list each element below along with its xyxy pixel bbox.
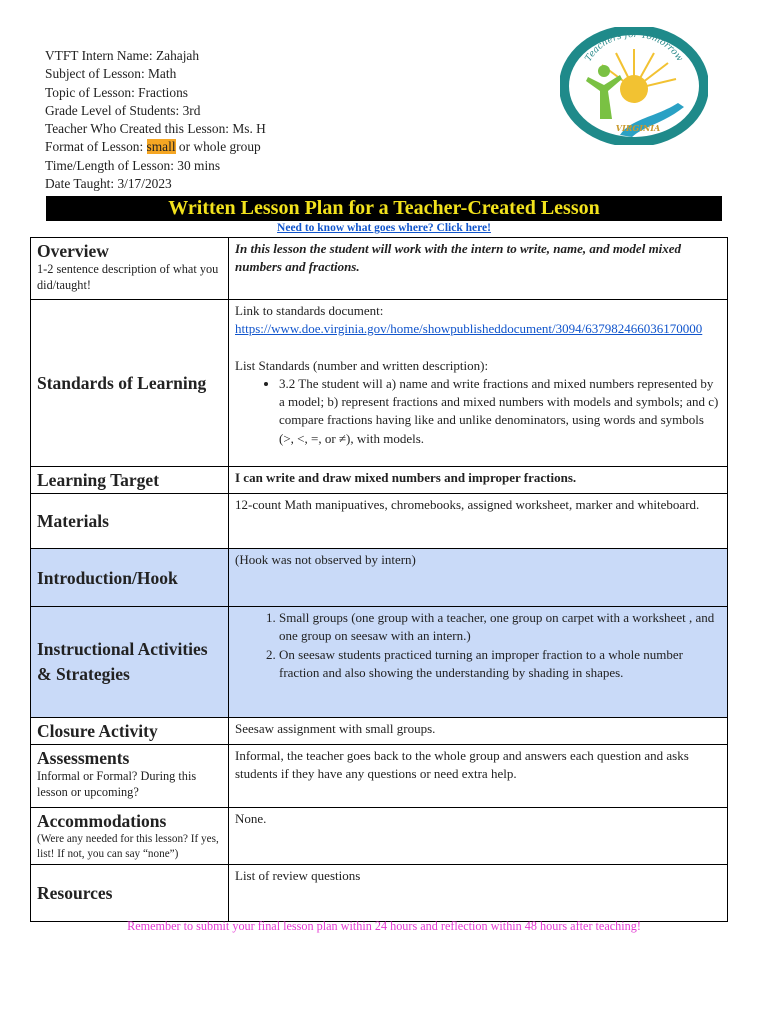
instructional-item: 1. Small groups (one group with a teacher, one group on carpet with a worksheet , and one group on seesaw with an intern.): [279, 609, 721, 646]
page-title: Written Lesson Plan for a Teacher-Created Lesson: [46, 196, 722, 221]
accommodations-heading: Accommodations: [37, 811, 167, 831]
date-taught: Date Taught: 3/17/2023: [45, 176, 172, 192]
assessments-cell: [229, 745, 728, 808]
lesson-format: [45, 138, 266, 156]
target-header-cell: [31, 467, 229, 494]
closure-content: Seesaw assignment with small groups.: [235, 721, 436, 736]
standards-list: [235, 375, 721, 448]
overview-heading: Overview: [37, 241, 109, 261]
lesson-length: Time/Length of Lesson: 30 mins: [45, 157, 221, 173]
standards-link[interactable]: https://www.doe.virginia.gov/home/showpublisheddocument/3094/637982466036170000: [235, 321, 703, 337]
accommodations-subtext: (Were any needed for this lesson? If yes, list! If not, you can say “none”): [37, 833, 219, 860]
target-cell: [229, 467, 728, 494]
materials-cell: [229, 494, 728, 549]
row-materials: [31, 494, 728, 549]
assessments-subtext: Informal or Formal? During this lesson or upcoming?: [37, 769, 197, 799]
target-content: I can write and draw mixed numbers and improper fractions.: [235, 470, 577, 485]
standards-header-cell: [31, 300, 229, 467]
standards-link-label: Link to standards document:: [235, 303, 384, 318]
standard-item: • 3.2 The student will a) name and write fractions and mixed numbers represented by a model; b) represent fractions and mixed numbers with models and symbols; and c) compare fractions having like and unlike denominators, using words and symbols (>, <, =, or ≠), with models.: [279, 375, 721, 448]
closure-heading: Closure Activity: [37, 721, 158, 741]
resources-heading: Resources: [37, 883, 113, 903]
subject: Subject of Lesson: Math: [45, 66, 177, 82]
intro-heading: Introduction/Hook: [37, 567, 178, 588]
logo-arc-text: Teachers for Tomorrow: [583, 29, 685, 64]
help-link[interactable]: Need to know what goes where? Click here!: [277, 222, 491, 234]
submission-reminder: Remember to submit your final lesson plan within 24 hours and reflection within 48 hours after teaching!: [127, 919, 641, 933]
instructional-list: [235, 609, 721, 682]
teachers-for-tomorrow-logo: [560, 27, 708, 145]
lesson-plan-table: [30, 237, 728, 922]
topic: Topic of Lesson: Fractions: [45, 84, 188, 100]
overview-content: In this lesson the student will work with the intern to write, name, and model mixed numbers and fractions.: [235, 241, 682, 275]
row-accommodations: [31, 808, 728, 865]
instructional-item: 2. On seesaw students practiced turning an improper fraction to a whole number fraction and also showing the understanding by shading in shapes.: [279, 646, 721, 683]
row-instructional: [31, 607, 728, 718]
overview-subtext: 1-2 sentence description of what you did/taught!: [37, 262, 219, 292]
standards-cell: [229, 300, 728, 467]
row-closure: [31, 718, 728, 745]
assessments-header-cell: [31, 745, 229, 808]
intro-content: (Hook was not observed by intern): [235, 552, 416, 567]
row-learning-target: [31, 467, 728, 494]
resources-content: List of review questions: [235, 868, 361, 883]
overview-header-cell: [31, 238, 229, 300]
materials-content: 12-count Math manipuatives, chromebooks, assigned worksheet, marker and whiteboard.: [235, 497, 700, 512]
standards-heading: Standards of Learning: [37, 373, 207, 393]
resources-cell: [229, 865, 728, 922]
lesson-info: [45, 47, 266, 193]
format-suffix: or whole group: [175, 139, 261, 155]
assessments-content: Informal, the teacher goes back to the whole group and answers each question and asks students if they have any questions or need extra help.: [235, 748, 689, 782]
row-overview: [31, 238, 728, 300]
overview-cell: [229, 238, 728, 300]
accommodations-cell: [229, 808, 728, 865]
logo-state-text: VIRGINIA: [615, 123, 661, 133]
materials-heading: Materials: [37, 511, 109, 531]
row-assessments: [31, 745, 728, 808]
format-prefix: Format of Lesson:: [45, 139, 147, 155]
intern-name: VTFT Intern Name: Zahajah: [45, 48, 200, 63]
row-resources: [31, 865, 728, 922]
teacher: Teacher Who Created this Lesson: Ms. H: [45, 121, 266, 137]
assessments-heading: Assessments: [37, 748, 130, 768]
instructional-cell: [229, 607, 728, 718]
grade-level: Grade Level of Students: 3rd: [45, 102, 201, 118]
intro-header-cell: [31, 549, 229, 607]
intro-cell: [229, 549, 728, 607]
row-standards: [31, 300, 728, 467]
instructional-header-cell: [31, 607, 229, 718]
target-heading: Learning Target: [37, 470, 160, 490]
closure-cell: [229, 718, 728, 745]
standards-list-label: List Standards (number and written description):: [235, 357, 489, 373]
accommodations-header-cell: [31, 808, 229, 865]
materials-header-cell: [31, 494, 229, 549]
format-highlight: small: [146, 139, 176, 155]
instructional-heading: Instructional Activities & Strategies: [37, 639, 208, 684]
accommodations-content: None.: [235, 811, 267, 826]
closure-header-cell: [31, 718, 229, 745]
row-introduction: [31, 549, 728, 607]
resources-header-cell: [31, 865, 229, 922]
